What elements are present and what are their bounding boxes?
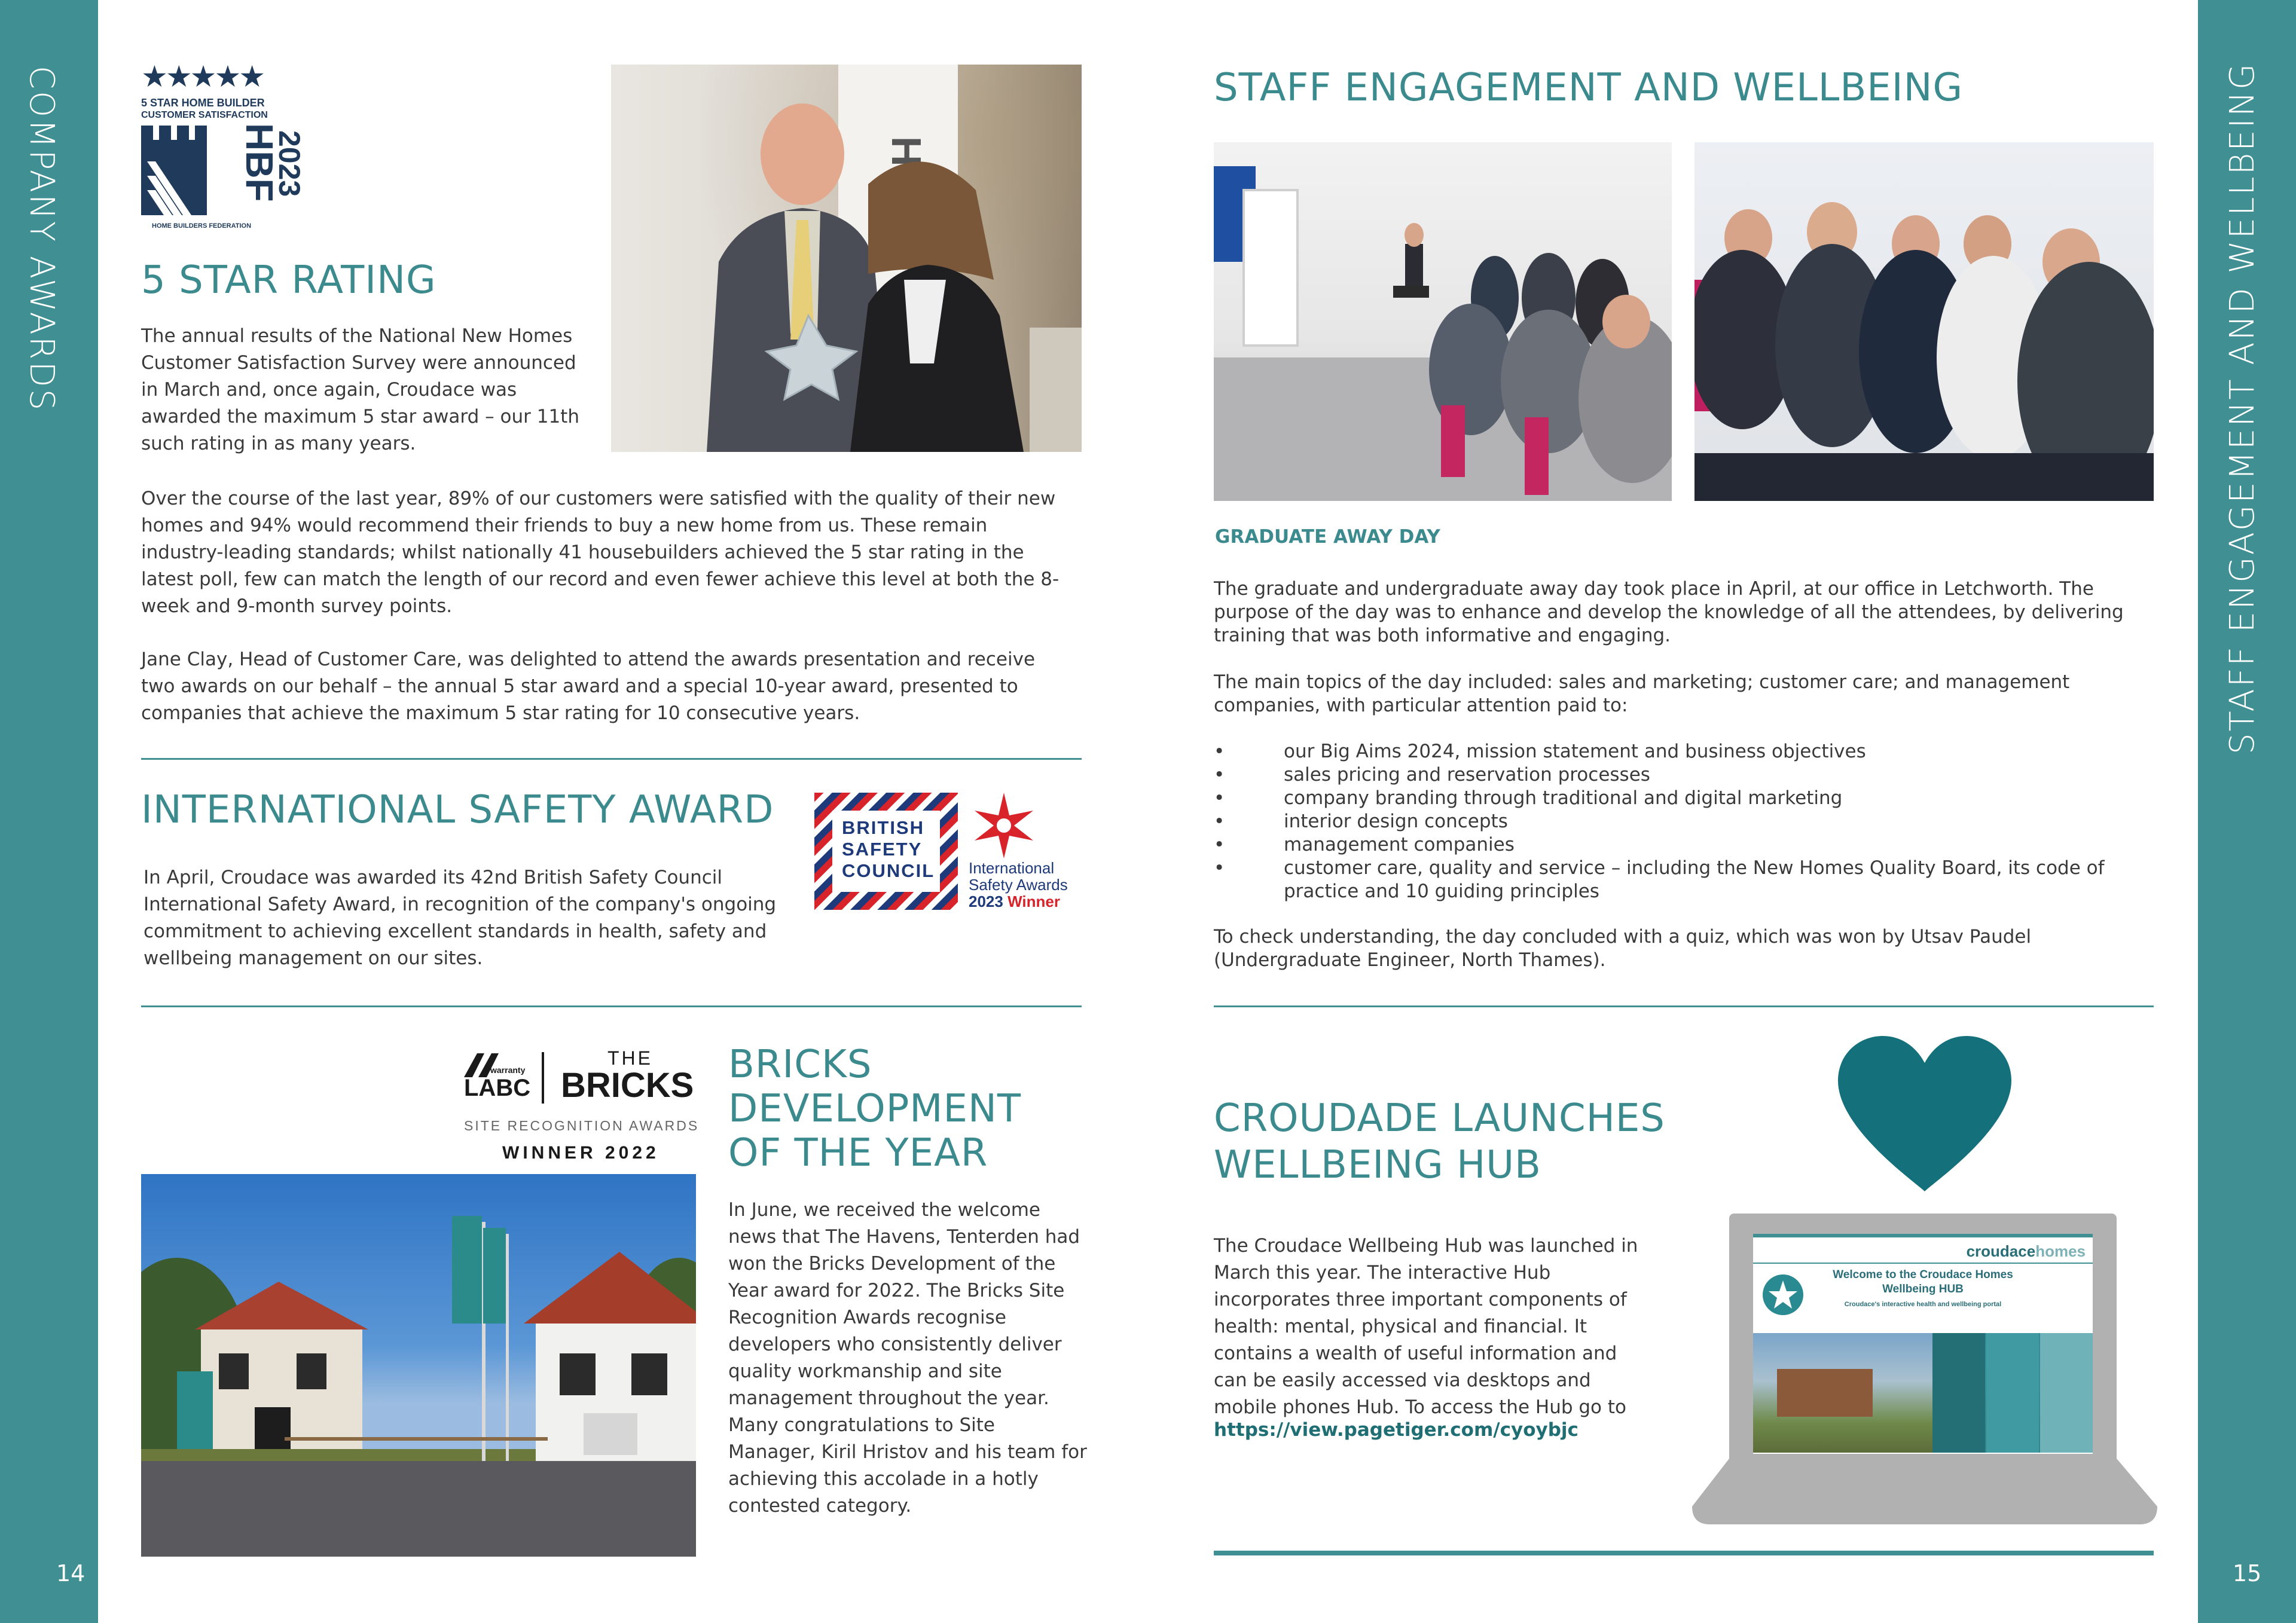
british-safety-council-logo — [814, 793, 1082, 912]
screen-title-line2: Wellbeing HUB — [1882, 1283, 1964, 1295]
hbf-badge — [141, 60, 306, 237]
bricks-body: In June, we received the welcome news that The Havens, Tenterden had won the Bricks Development of the Year award for 2022. The Bricks Site Recognition Awards recognise developers who consistently deliver quality workmanship and site management throughout the year. Many congratulations to Site Manager, Kiril Hristov and his team for achieving this accolade in a hotly contested category. — [728, 1199, 1087, 1517]
compass-star-icon — [971, 793, 1037, 858]
heart-icon — [1832, 1033, 2017, 1194]
hbf-tower-icon — [141, 126, 213, 215]
staff-para1: The graduate and undergraduate away day took place in April, at our office in Letchworth. The purpose of the day was to enhance and develop the knowledge of all the attendees, by delivering training that was both informative and engaging. — [1214, 578, 2124, 646]
safety-heading: INTERNATIONAL SAFETY AWARD — [141, 788, 774, 832]
hbf-badge-line1: 5 STAR HOME BUILDER — [141, 97, 265, 109]
left-page-number: 14 — [56, 1560, 86, 1587]
screen-title-line1: Welcome to the Croudace Homes — [1833, 1269, 2013, 1281]
topics-list — [1214, 740, 2117, 903]
right-side-title: STAFF ENGAGEMENT AND WELLBEING — [2223, 62, 2262, 754]
list-item: • management companies — [1214, 834, 1515, 855]
recognition-text: SITE RECOGNITION AWARDS — [464, 1118, 700, 1133]
screen-star-badge-icon — [1761, 1273, 1805, 1316]
isa-line2: Safety Awards — [969, 876, 1068, 894]
wellbeing-hub-link[interactable]: https://view.pagetiger.com/cyoybjc — [1214, 1419, 1578, 1441]
left-sidebar — [0, 0, 98, 1623]
wellbeing-heading-line2: WELLBEING HUB — [1214, 1143, 1541, 1187]
staff-para2: The main topics of the day included: sales and marketing; customer care; and management companies, with particular attention paid to: — [1214, 671, 2070, 716]
screen-brand-a: croudace — [1966, 1242, 2036, 1260]
bsc-line1: BRITISH — [842, 817, 924, 838]
award-presentation-photo — [611, 65, 1082, 452]
list-item: • our Big Aims 2024, mission statement and business objectives — [1214, 741, 1866, 762]
staff-heading: STAFF ENGAGEMENT AND WELLBEING — [1214, 66, 1964, 110]
list-item: • sales pricing and reservation processes — [1214, 764, 1650, 785]
screen-subtitle: Croudace's interactive health and wellbeing portal — [1844, 1301, 2002, 1308]
five-stars-icon: ★★★★★ — [141, 60, 264, 93]
bricks-award-logo — [460, 1047, 700, 1167]
five-star-heading: 5 STAR RATING — [141, 258, 436, 302]
bsc-line2: SAFETY — [842, 839, 923, 860]
hbf-footer: HOME BUILDERS FEDERATION — [152, 222, 252, 230]
development-photo — [141, 1174, 696, 1557]
audience-photo — [1694, 142, 2154, 501]
five-star-para2: Over the course of the last year, 89% of our customers were satisfied with the quality of their new homes and 94% would recommend their friends to buy a new home from us. These remain industry-leading standards; whilst nationally 41 housebuilders achieved the 5 star rating in the latest poll, few can match the length of our record and even fewer achieve this level at both the 8-week and 9-month survey points. — [141, 488, 1060, 617]
laptop-illustration — [1692, 1214, 2157, 1524]
labc-small-text: warranty — [490, 1065, 526, 1075]
graduate-subheading: GRADUATE AWAY DAY — [1215, 526, 1440, 548]
five-star-para1: The annual results of the National New Homes Customer Satisfaction Survey were announced in March and, once again, Croudace was awarded the maximum 5 star award – our 11th such rating in as many years. — [141, 325, 579, 454]
left-divider-1 — [141, 758, 1082, 760]
wellbeing-body: The Croudace Wellbeing Hub was launched in March this year. The interactive Hub incorporates three important components of health: mental, physical and financial. It contains a wealth of useful information and can be easily accessed via desktops and mobile phones Hub. To access the Hub go to — [1214, 1235, 1638, 1418]
list-item: • interior design concepts — [1214, 811, 1508, 832]
list-item: • company branding through traditional and digital marketing — [1214, 787, 1843, 809]
wellbeing-heading-line1: CROUDADE LAUNCHES — [1214, 1096, 1665, 1141]
right-bottom-rule — [1214, 1551, 2154, 1555]
bricks-heading-line2: DEVELOPMENT — [728, 1087, 1021, 1131]
list-item: • customer care, quality and service – including the New Homes Quality Board, its code of practice and 10 guiding principles — [1214, 857, 2105, 902]
screen-brand-b: homes — [2035, 1242, 2086, 1260]
winner-text: WINNER 2022 — [502, 1143, 660, 1163]
hub-screen — [1753, 1234, 2093, 1454]
bricks-heading-line3: OF THE YEAR — [728, 1131, 988, 1175]
isa-line1: International — [969, 859, 1055, 877]
right-sidebar — [2198, 0, 2296, 1623]
staff-para3: To check understanding, the day concluded with a quiz, which was won by Utsav Paudel (Undergraduate Engineer, North Thames). — [1214, 926, 2032, 971]
isa-winner: Winner — [1007, 893, 1060, 910]
five-star-para3: Jane Clay, Head of Customer Care, was delighted to attend the awards presentation and receive two awards on our behalf – the annual 5 star award and a special 10-year award, presented to companies that achieve the maximum 5 star rating for 10 consecutive years. — [141, 649, 1036, 724]
right-page-number: 15 — [2233, 1560, 2262, 1587]
the-text: THE — [607, 1047, 653, 1069]
right-divider-1 — [1214, 1005, 2154, 1007]
bricks-word: BRICKS — [561, 1066, 694, 1105]
safety-body: In April, Croudace was awarded its 42nd British Safety Council International Safety Award, in recognition of the company's ongoing commitment to achieving excellent standards in health, safety and wellbeing management on our sites. — [144, 867, 777, 969]
left-side-title: COMPANY AWARDS — [22, 66, 61, 412]
hbf-year: 2023 — [273, 130, 306, 197]
presentation-room-photo — [1214, 142, 1672, 501]
bsc-line3: COUNCIL — [842, 860, 935, 881]
labc-text: LABC — [464, 1075, 531, 1101]
isa-year: 2023 — [969, 893, 1003, 910]
hbf-logo-text: HBF — [238, 123, 281, 202]
bricks-heading-line1: BRICKS — [728, 1043, 872, 1087]
hbf-badge-line2: CUSTOMER SATISFACTION — [141, 110, 268, 120]
left-divider-2 — [141, 1005, 1082, 1007]
